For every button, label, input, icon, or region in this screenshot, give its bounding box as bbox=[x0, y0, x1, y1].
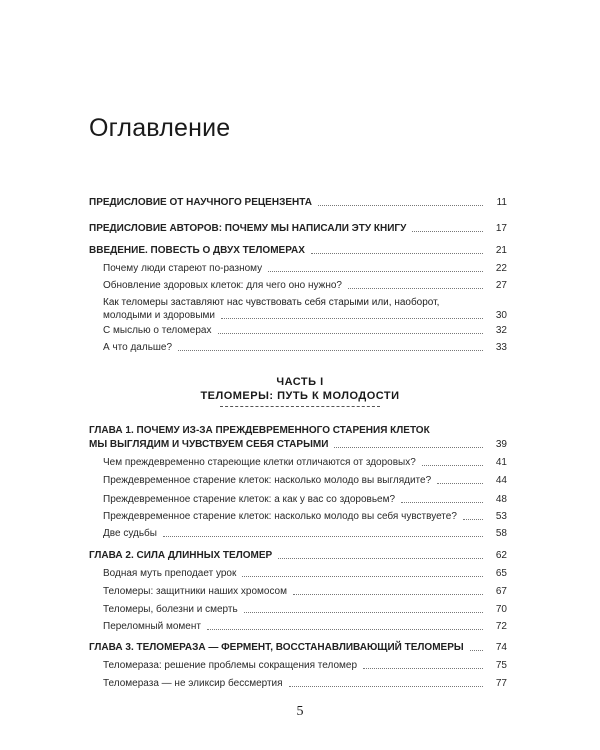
leader-dots bbox=[470, 650, 483, 651]
leader-dots bbox=[293, 594, 483, 595]
toc-subentry-page: 72 bbox=[495, 621, 507, 632]
chapter-1-page: 39 bbox=[495, 439, 507, 450]
toc-subentry-title: А что дальше? bbox=[103, 342, 173, 353]
toc-entry bbox=[89, 222, 507, 235]
toc-subentry-page: 70 bbox=[495, 604, 507, 615]
toc-subentry bbox=[103, 474, 507, 487]
toc-subentry-page: 32 bbox=[495, 325, 507, 336]
toc-subentry-title: Почему люди стареют по-разному bbox=[103, 263, 263, 274]
leader-dots bbox=[318, 205, 483, 206]
toc-subentry-title: молодыми и здоровыми bbox=[103, 310, 215, 321]
leader-dots bbox=[268, 271, 483, 272]
toc-subentry bbox=[103, 262, 507, 275]
toc-subentry-title: Чем преждевременно стареющие клетки отличаются от здоровых? bbox=[103, 457, 416, 468]
part-divider bbox=[220, 406, 380, 407]
toc-entry-title: ВВЕДЕНИЕ. ПОВЕСТЬ О ДВУХ ТЕЛОМЕРАХ bbox=[89, 245, 305, 256]
chapter-3-page: 74 bbox=[495, 642, 507, 653]
leader-dots bbox=[242, 576, 483, 577]
toc-chapter bbox=[89, 641, 507, 654]
toc-subentry-page: 67 bbox=[495, 586, 507, 597]
toc-chapter bbox=[89, 438, 507, 451]
toc-entry-page: 11 bbox=[496, 197, 507, 208]
toc-subentry-title: Теломеры, болезни и смерть bbox=[103, 604, 238, 615]
toc-subentry-title: Переломный момент bbox=[103, 621, 201, 632]
toc-entry-title: ПРЕДИСЛОВИЕ АВТОРОВ: ПОЧЕМУ МЫ НАПИСАЛИ ЭТУ КНИГУ bbox=[89, 223, 407, 234]
leader-dots bbox=[278, 558, 483, 559]
toc-chapter bbox=[89, 549, 507, 562]
leader-dots bbox=[412, 231, 483, 232]
leader-dots bbox=[311, 253, 483, 254]
toc-subentry-page: 44 bbox=[495, 475, 507, 486]
toc-subentry-page: 22 bbox=[495, 263, 507, 274]
toc-subentry-page: 65 bbox=[495, 568, 507, 579]
toc-subentry bbox=[103, 456, 507, 469]
leader-dots bbox=[422, 465, 483, 466]
chapter-1-title-line2: МЫ ВЫГЛЯДИМ И ЧУВСТВУЕМ СЕБЯ СТАРЫМИ bbox=[89, 439, 329, 450]
leader-dots bbox=[207, 629, 483, 630]
toc-subentry-title: Теломеры: защитники наших хромосом bbox=[103, 586, 287, 597]
chapter-1-title-line1: ГЛАВА 1. ПОЧЕМУ ИЗ-ЗА ПРЕЖДЕВРЕМЕННОГО СТАРЕНИЯ КЛЕТОК bbox=[89, 425, 430, 436]
toc-subentry-page: 58 bbox=[495, 528, 507, 539]
leader-dots bbox=[401, 502, 483, 503]
leader-dots bbox=[178, 350, 483, 351]
toc-entry-page: 17 bbox=[495, 223, 507, 234]
leader-dots bbox=[163, 536, 483, 537]
toc-entry-title: ПРЕДИСЛОВИЕ ОТ НАУЧНОГО РЕЦЕНЗЕНТА bbox=[89, 197, 312, 208]
toc-subentry-title: С мыслью о теломерах bbox=[103, 325, 212, 336]
leader-dots bbox=[218, 333, 484, 334]
chapter-2-page: 62 bbox=[495, 550, 507, 561]
leader-dots bbox=[437, 483, 483, 484]
toc-subentry bbox=[103, 585, 507, 598]
leader-dots bbox=[334, 447, 483, 448]
page-title: Оглавление bbox=[89, 114, 231, 142]
leader-dots bbox=[363, 668, 483, 669]
toc-subentry-page: 33 bbox=[495, 342, 507, 353]
toc-subentry-page: 53 bbox=[495, 511, 507, 522]
toc-subentry bbox=[103, 620, 507, 633]
toc-subentry-page: 41 bbox=[495, 457, 507, 468]
toc-subentry-title: Теломераза: решение проблемы сокращения теломер bbox=[103, 660, 357, 671]
leader-dots bbox=[289, 686, 483, 687]
chapter-2-title: ГЛАВА 2. СИЛА ДЛИННЫХ ТЕЛОМЕР bbox=[89, 550, 273, 561]
toc-subentry-page: 30 bbox=[495, 310, 507, 321]
chapter-3-title: ГЛАВА 3. ТЕЛОМЕРАЗА — ФЕРМЕНТ, ВОССТАНАВЛИВАЮЩИЙ ТЕЛОМЕРЫ bbox=[89, 642, 464, 653]
toc-subentry bbox=[103, 659, 507, 672]
leader-dots bbox=[463, 519, 483, 520]
toc-subentry-page: 48 bbox=[495, 494, 507, 505]
toc-subentry bbox=[103, 677, 507, 690]
toc-subentry bbox=[103, 493, 507, 506]
leader-dots bbox=[221, 318, 483, 319]
toc-entry-page: 21 bbox=[495, 245, 507, 256]
toc-entry bbox=[89, 244, 507, 257]
toc-subentry bbox=[103, 567, 507, 580]
toc-subentry-line1: Как теломеры заставляют нас чувствовать себя старыми или, наоборот, bbox=[103, 297, 440, 308]
part-title: ТЕЛОМЕРЫ: ПУТЬ К МОЛОДОСТИ bbox=[200, 390, 400, 402]
toc-subentry bbox=[103, 279, 507, 292]
toc-subentry bbox=[103, 309, 507, 322]
leader-dots bbox=[348, 288, 483, 289]
toc-subentry bbox=[103, 527, 507, 540]
toc-entry bbox=[89, 196, 507, 209]
toc-subentry bbox=[103, 324, 507, 337]
toc-subentry-page: 77 bbox=[495, 678, 507, 689]
toc-subentry-title: Преждевременное старение клеток: а как у вас со здоровьем? bbox=[103, 494, 396, 505]
part-label: ЧАСТЬ I bbox=[276, 376, 324, 388]
toc-subentry bbox=[103, 341, 507, 354]
toc-subentry-title: Преждевременное старение клеток: насколько молодо вы себя чувствуете? bbox=[103, 511, 457, 522]
leader-dots bbox=[244, 612, 483, 613]
toc-subentry bbox=[103, 603, 507, 616]
toc-subentry-title: Теломераза — не эликсир бессмертия bbox=[103, 678, 283, 689]
toc-subentry-page: 27 bbox=[495, 280, 507, 291]
toc-subentry-title: Две судьбы bbox=[103, 528, 157, 539]
toc-subentry-title: Преждевременное старение клеток: насколько молодо вы выглядите? bbox=[103, 475, 432, 486]
toc-subentry-title: Обновление здоровых клеток: для чего оно нужно? bbox=[103, 280, 342, 291]
toc-subentry-page: 75 bbox=[495, 660, 507, 671]
toc-subentry-title: Водная муть преподает урок bbox=[103, 568, 237, 579]
page-number: 5 bbox=[296, 704, 304, 719]
toc-subentry bbox=[103, 510, 507, 523]
